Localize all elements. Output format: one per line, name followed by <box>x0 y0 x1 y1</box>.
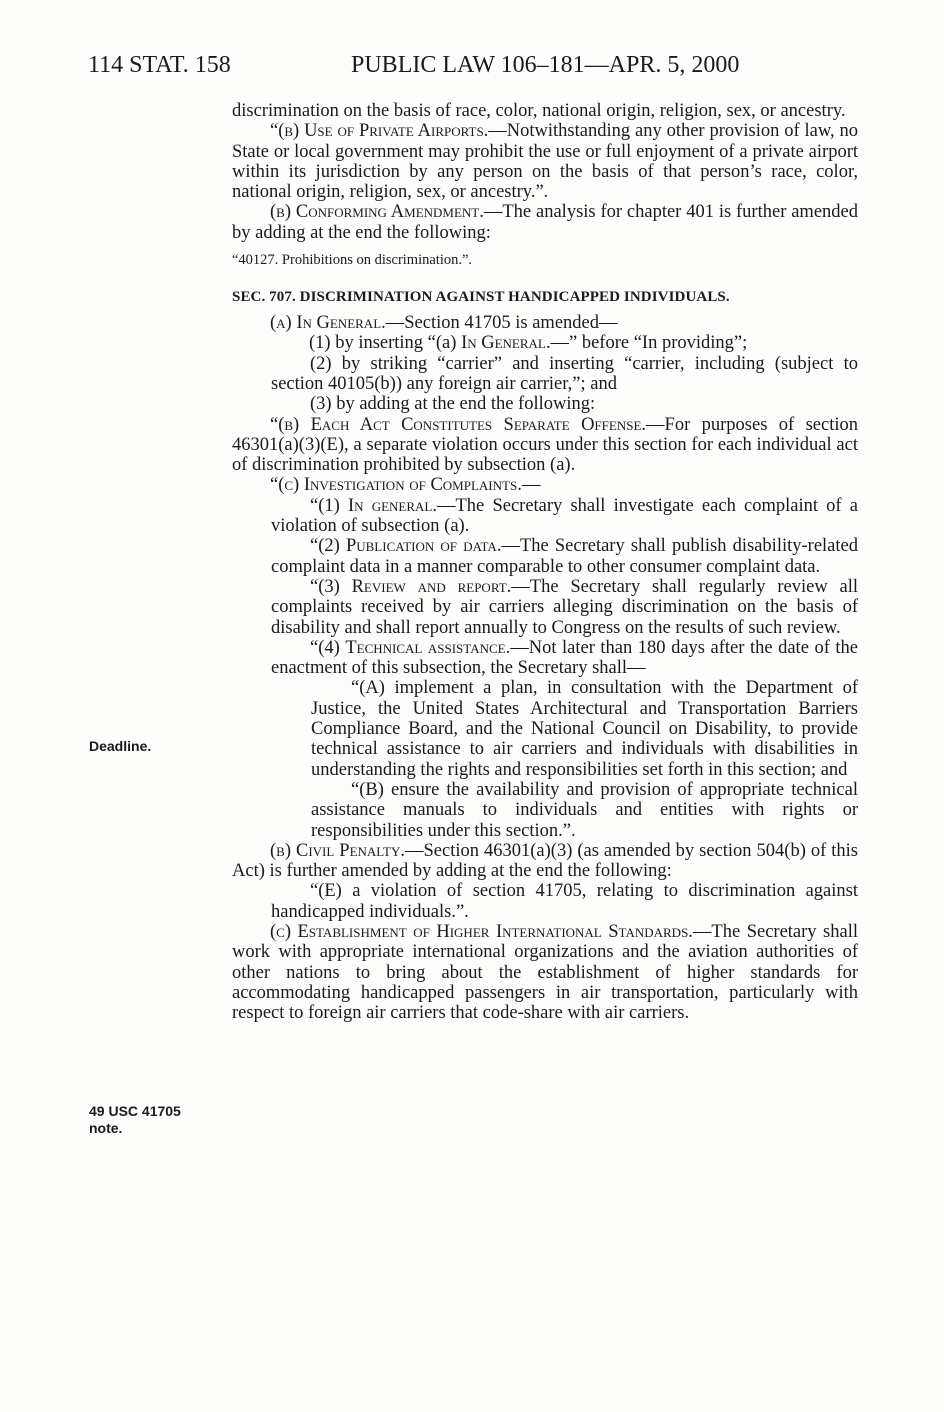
text-private-airports: —Notwithstanding any other provision of law, no State or local government may prohibit the use or full enjoyment of a private airport within its jurisdiction by any person on the basis of that person’s race, color, national origin, religion, sex, or ancestry.”. <box>232 121 858 203</box>
clause-c2-pre: “(2) <box>310 536 346 557</box>
heading-each-act: “(b) Each Act Constitutes Separate Offense. <box>270 414 647 435</box>
paragraph-each-act <box>232 415 858 476</box>
clause-a3: (3) by adding at the end the following: <box>310 394 596 415</box>
page-header <box>88 52 864 88</box>
heading-in-general: (a) In General. <box>270 313 386 334</box>
clause-c2-sc: Publication of data <box>345 536 497 557</box>
clause-a2: (2) by striking “carrier” and inserting “carrier, including (subject to section 40105(b)) any foreign air carrier,”; and <box>271 353 858 394</box>
clause-a1 <box>271 333 858 353</box>
clause-a1-sc: In General <box>461 333 546 354</box>
clause-c1-sc: In general <box>347 495 433 516</box>
clause-c4-sc: Technical assistance <box>345 637 506 658</box>
clause-c1-text: .—The Secretary shall investigate each complaint of a violation of subsection (a). <box>271 495 858 537</box>
law-title: PUBLIC LAW 106–181—APR. 5, 2000 <box>351 52 740 78</box>
clause-c3-sc: Review and report <box>351 576 507 597</box>
clause-c3 <box>271 577 858 638</box>
body-text <box>232 101 858 1023</box>
margin-note-usc <box>89 1103 181 1137</box>
paragraph-conforming-amendment <box>232 202 858 243</box>
heading-international-standards: (c) Establishment of Higher International Standards. <box>270 921 693 942</box>
analysis-line: “40127. Prohibitions on discrimination.”. <box>232 252 473 269</box>
paragraph-international-standards <box>232 922 858 1023</box>
paragraph-in-general <box>232 313 858 333</box>
text-international-standards: —The Secretary shall work with appropriate international organizations and the aviation authorities of other nations to bring about the establishment of higher standards for accommodating handicapped passengers in air transportation, particularly with respect to foreign air carriers that code-share with air carriers. <box>232 921 858 1024</box>
subclause-A: “(A) implement a plan, in consultation with the Department of Justice, the United States Architectural and Transportation Barriers Compliance Board, and the National Council on Disability, to provide technical assistance to air carriers and individuals with disabilities in understanding the rights and responsibilities set forth in this section; and <box>311 678 858 780</box>
paragraph-investigation <box>232 475 858 495</box>
clause-civil-E: “(E) a violation of section 41705, relating to discrimination against handicapped individuals.”. <box>271 881 858 922</box>
clause-c4-text: .—Not later than 180 days after the date of the enactment of this subsection, the Secretary shall— <box>271 637 858 679</box>
heading-civil-penalty: (b) Civil Penalty. <box>270 840 406 861</box>
clause-a1-post: .—” before “In providing”; <box>545 333 748 354</box>
section-heading: SEC. 707. DISCRIMINATION AGAINST HANDICAPPED INDIVIDUALS. <box>232 289 730 306</box>
clause-c1-pre: “(1) <box>310 495 348 516</box>
stat-reference: 114 STAT. 158 <box>88 52 231 78</box>
paragraph-private-airports <box>232 121 858 202</box>
heading-conforming-amendment: (b) Conforming Amendment. <box>270 202 484 223</box>
margin-note-deadline: Deadline. <box>89 738 152 754</box>
margin-note-usc-line1: 49 USC 41705 <box>89 1103 181 1119</box>
text-investigation: — <box>521 475 541 496</box>
text-in-general: —Section 41705 is amended— <box>385 313 618 334</box>
heading-investigation: “(c) Investigation of Complaints. <box>270 475 522 496</box>
text-civil-penalty: —Section 46301(a)(3) (as amended by section 504(b) of this Act) is further amended by adding at the end the following: <box>232 840 858 882</box>
clause-c3-pre: “(3) <box>310 576 352 597</box>
margin-note-usc-line2: note. <box>89 1120 123 1136</box>
clause-c4-pre: “(4) <box>310 637 346 658</box>
subclause-B: “(B) ensure the availability and provision of appropriate technical assistance manuals to individuals and entities with rights or responsibilities under this section.”. <box>311 779 858 841</box>
clause-c2-text: .—The Secretary shall publish disability-related complaint data in a manner comparable to other consumer complaint data. <box>271 536 858 577</box>
paragraph-civil-penalty <box>232 841 858 882</box>
clause-c2 <box>271 536 858 577</box>
clause-c4 <box>271 638 858 679</box>
text-conforming-amendment: —The analysis for chapter 401 is further amended by adding at the end the following: <box>232 202 858 243</box>
text-each-act: —For purposes of section 46301(a)(3)(E), a separate violation occurs under this section for each individual act of discrimination prohibited by subsection (a). <box>232 414 858 476</box>
clause-c3-text: .—The Secretary shall regularly review all complaints received by air carriers alleging discrimination on the basis of disability and shall report annually to Congress on the results of such review. <box>271 576 858 638</box>
paragraph-continuation: discrimination on the basis of race, color, national origin, religion, sex, or ancestry. <box>232 101 846 121</box>
clause-c1 <box>271 496 858 537</box>
heading-private-airports: “(b) Use of Private Airports. <box>270 121 489 142</box>
clause-a1-pre: (1) by inserting “(a) <box>309 333 462 354</box>
